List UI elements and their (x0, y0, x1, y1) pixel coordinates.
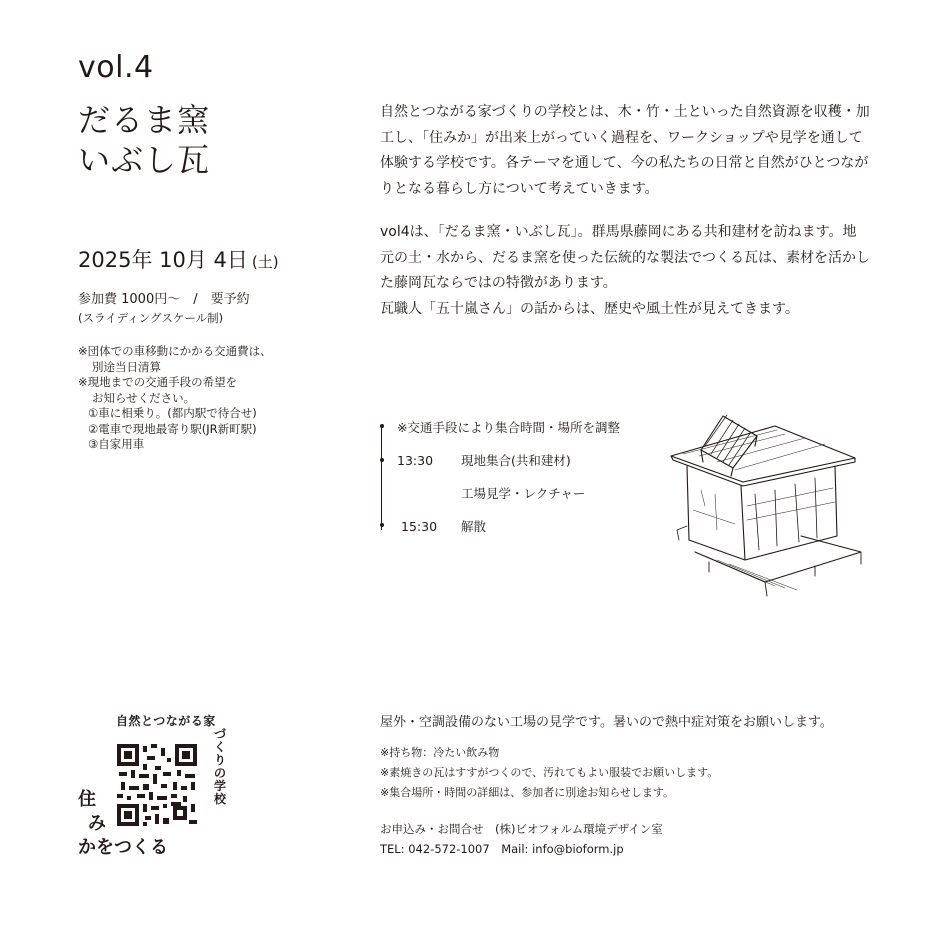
bottom-note-1: ※持ち物：冷たい飲み物 (380, 746, 500, 759)
logo-top-text: 自然とつながる家 (116, 714, 216, 728)
timeline-line (381, 426, 382, 530)
kiln-building-sketch-icon (665, 410, 865, 610)
schedule-time-3: 15:30 (401, 519, 438, 534)
bottom-note-3: ※集合場所・時間の詳細は、参加者に別途お知らせします。 (380, 786, 675, 799)
schedule-label-2: 工場見学・レクチャー (461, 486, 586, 501)
bottom-info (380, 713, 900, 859)
event-title (78, 100, 210, 180)
logo-left-line-2: み (88, 813, 106, 834)
fee-text: 参加費 1000円～ / 要予約 (78, 292, 250, 307)
note-line: ①車に相乗り。(都内駅で待合せ) (88, 406, 257, 420)
intro-paragraph-2-line-2: 瓦職人「五十嵐さん」の話からは、歴史や風土性が見えてきます。 (380, 300, 799, 317)
schedule-label-1: 現地集合(共和建材) (461, 453, 571, 468)
note-line: ※現地までの交通手段の希望を (78, 375, 238, 389)
logo-left-line-3: かをつくる (78, 837, 168, 858)
timeline-dot (380, 458, 384, 462)
note-line: ②電車で現地最寄り駅(JR新町駅) (88, 421, 257, 436)
fee-note: (スライディングスケール制) (78, 311, 224, 325)
timeline-dot (380, 523, 384, 527)
schedule-time-1: 13:30 (397, 453, 434, 468)
intro-paragraph-2-line-1: vol4は、「だるま窯・いぶし瓦」。群馬県藤岡にある共和建材を訪ねます。地元の土・水から、だるま窯を使った伝統的な製法でつくる瓦は、素材を活かした藤岡瓦ならではの特徴があります。 (380, 224, 870, 291)
intro-paragraph-2 (380, 220, 870, 322)
note-line: 別途当日清算 (92, 359, 161, 374)
note-line: ※団体での車移動にかかる交通費は、 (78, 344, 272, 358)
event-date (78, 246, 279, 276)
bottom-note-2: ※素焼きの瓦はすすがつくので、汚れてもよい服装でお願いします。 (380, 766, 719, 779)
logo-vertical-text: づくりの学校 (214, 727, 227, 806)
logo-left-text (78, 788, 168, 860)
transport-notes (78, 344, 272, 453)
intro-paragraph-1: 自然とつながる家づくりの学校とは、木・竹・土といった自然資源を収穫・加工し、「住みか」が出来上がっていく過程を、ワークショップや見学を通して体験する学校です。各テーマを通して、今の私たちの日常と自然がひとつながりとなる暮らし方について考えていきます。 (380, 104, 870, 197)
logo-left-line-1: 住 (78, 789, 96, 810)
timeline-dot (380, 424, 384, 428)
schedule-label-3: 解散 (461, 519, 487, 534)
contact-info (380, 819, 900, 859)
intro-text (380, 100, 870, 322)
bottom-notes (380, 743, 900, 803)
event-title-line-1: だるま窯 (78, 101, 211, 139)
volume-label: vol.4 (78, 50, 154, 85)
contact-line: お申込み・お問合せ (株)ビオフォルム環境デザイン室 (380, 822, 663, 836)
event-day-of-week: (土) (251, 253, 279, 271)
note-line: ③自家用車 (88, 437, 145, 451)
event-title-line-2: いぶし瓦 (78, 141, 211, 179)
schedule-note: ※交通手段により集合時間・場所を調整 (397, 420, 620, 435)
fee-info (78, 291, 250, 327)
event-date-text: 2025年 10月 4日 (78, 248, 248, 272)
schedule-timeline (381, 420, 641, 534)
contact-tel-mail[interactable]: TEL: 042-572-1007 Mail: info@bioform.jp (380, 842, 624, 856)
note-line: お知らせください。 (92, 390, 196, 405)
heat-warning: 屋外・空調設備のない工場の見学です。暑いので熱中症対策をお願いします。 (380, 715, 833, 730)
